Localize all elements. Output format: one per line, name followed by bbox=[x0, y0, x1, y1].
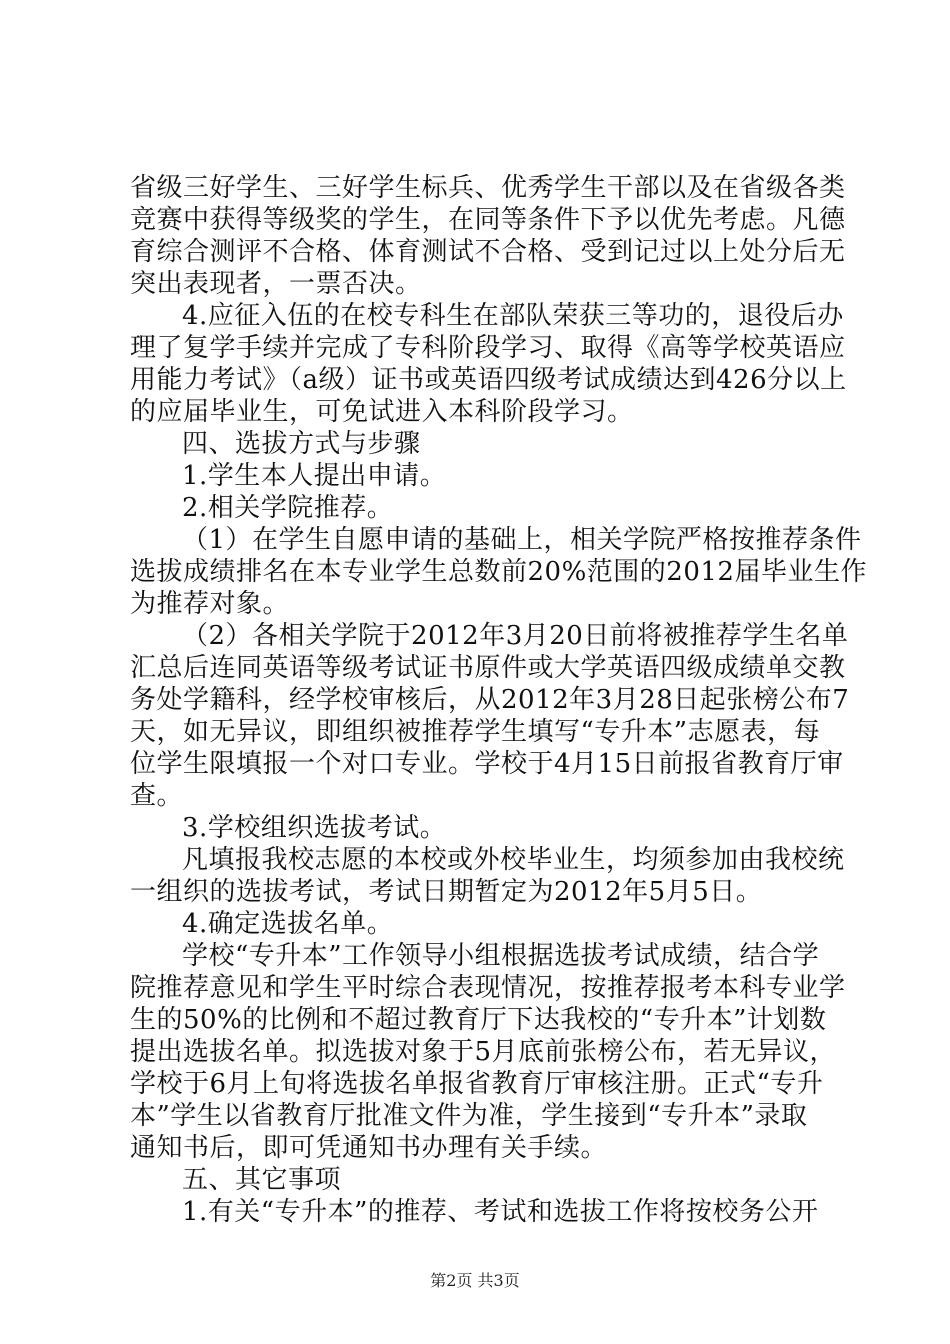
text-line: 的应届毕业生，可免试进入本科阶段学习。 bbox=[130, 397, 634, 427]
text-line: 天，如无异议，即组织被推荐学生填写“专升本”志愿表，每 bbox=[130, 717, 821, 747]
page-footer bbox=[0, 1268, 950, 1291]
text-line: 省级三好学生、三好学生标兵、优秀学生干部以及在省级各类 bbox=[130, 173, 846, 203]
paragraph bbox=[130, 1196, 830, 1228]
text-line: 育综合测评不合格、体育测试不合格、受到记过以上处分后无 bbox=[130, 237, 846, 267]
text-line: 务处学籍科，经学校审核后，从2012年3月28日起张榜公布7 bbox=[130, 685, 850, 715]
text-line: 2.相关学院推荐。 bbox=[182, 493, 394, 523]
paragraph bbox=[130, 1164, 830, 1196]
paragraph bbox=[130, 172, 846, 300]
text-line: 汇总后连同英语等级考试证书原件或大学英语四级成绩单交教 bbox=[130, 653, 846, 683]
text-line: 突出表现者，一票否决。 bbox=[130, 269, 422, 299]
text-line: 1.学生本人提出申请。 bbox=[182, 461, 447, 491]
text-line: 选拔成绩排名在本专业学生总数前20%范围的2012届毕业生作 bbox=[130, 557, 867, 587]
text-line: 生的50%的比例和不超过教育厅下达我校的“专升本”计划数 bbox=[130, 1005, 827, 1035]
paragraph bbox=[130, 460, 830, 492]
paragraph bbox=[130, 620, 850, 812]
text-line: 理了复学手续并完成了专科阶段学习、取得《高等学校英语应 bbox=[130, 333, 846, 363]
paragraph bbox=[130, 492, 830, 524]
document-body bbox=[130, 172, 867, 1228]
paragraph bbox=[130, 844, 845, 908]
text-line: 位学生限填报一个对口专业。学校于4月15日前报省教育厅审 bbox=[130, 749, 844, 779]
text-line: 凡填报我校志愿的本校或外校毕业生，均须参加由我校统 bbox=[182, 845, 845, 875]
text-line: 学校于6月上旬将选拔名单报省教育厅审核注册。正式“专升 bbox=[130, 1069, 824, 1099]
text-line: 一组织的选拔考试，考试日期暂定为2012年5月5日。 bbox=[130, 877, 763, 907]
text-line: 竞赛中获得等级奖的学生，在同等条件下予以优先考虑。凡德 bbox=[130, 205, 846, 235]
paragraph bbox=[130, 908, 830, 940]
text-line: （2）各相关学院于2012年3月20日前将被推荐学生名单 bbox=[182, 621, 849, 651]
text-line: 3.学校组织选拔考试。 bbox=[182, 813, 447, 843]
text-line: 4.确定选拔名单。 bbox=[182, 909, 394, 939]
text-line: 4.应征入伍的在校专科生在部队荣获三等功的，退役后办 bbox=[182, 301, 844, 331]
text-line: 院推荐意见和学生平时综合表现情况，按推荐报考本科专业学 bbox=[130, 973, 846, 1003]
text-line: 提出选拔名单。拟选拔对象于5月底前张榜公布，若无异议， bbox=[130, 1037, 837, 1067]
paragraph bbox=[130, 524, 867, 620]
text-line: 用能力考试》（a级）证书或英语四级考试成绩达到426分以上 bbox=[130, 365, 847, 395]
text-line: 1.有关“专升本”的推荐、考试和选拔工作将按校务公开 bbox=[182, 1197, 819, 1227]
text-line: 查。 bbox=[130, 781, 184, 811]
paragraph bbox=[130, 940, 846, 1164]
paragraph bbox=[130, 812, 830, 844]
text-line: （1）在学生自愿申请的基础上，相关学院严格按推荐条件 bbox=[182, 525, 862, 555]
paragraph bbox=[130, 428, 830, 460]
text-line: 四、选拔方式与步骤 bbox=[182, 429, 421, 459]
text-line: 通知书后，即可凭通知书办理有关手续。 bbox=[130, 1133, 608, 1163]
page-number-label: 第2页 共3页 bbox=[430, 1271, 520, 1290]
text-line: 学校“专升本”工作领导小组根据选拔考试成绩，结合学 bbox=[182, 941, 820, 971]
text-line: 五、其它事项 bbox=[182, 1165, 342, 1195]
text-line: 本”学生以省教育厅批准文件为准，学生接到“专升本”录取 bbox=[130, 1101, 808, 1131]
paragraph bbox=[130, 300, 847, 428]
text-line: 为推荐对象。 bbox=[130, 589, 290, 619]
